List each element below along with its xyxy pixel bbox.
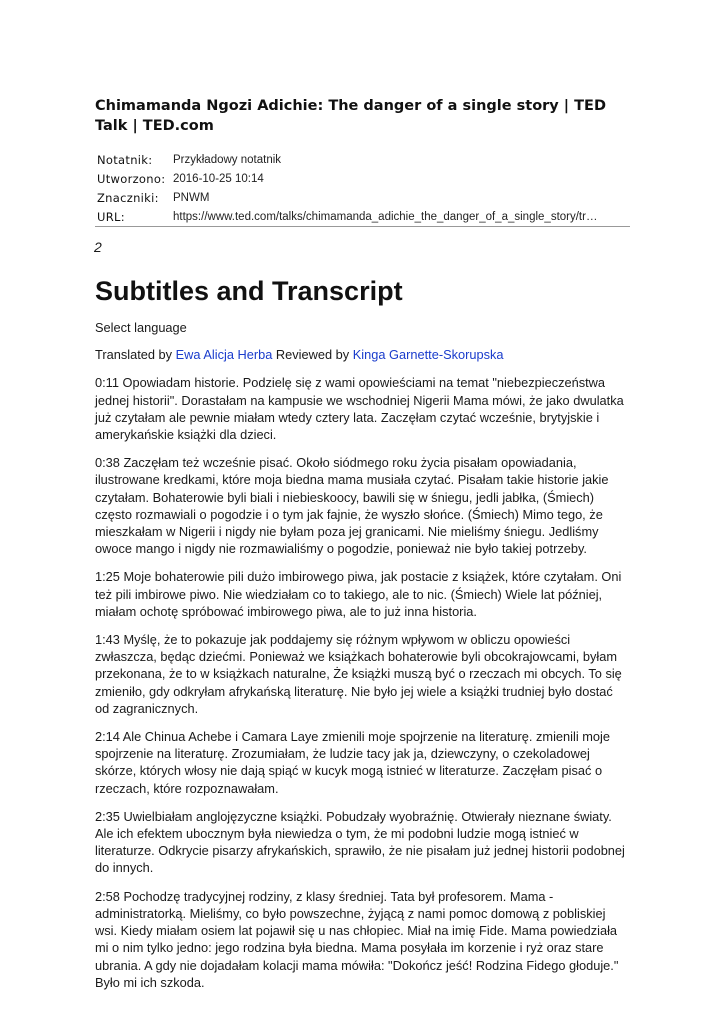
select-language-link[interactable]: Select language <box>95 320 187 335</box>
reviewed-by-label: Reviewed by <box>275 347 350 363</box>
transcript-heading: Subtitles and Transcript <box>95 276 403 306</box>
tags-label: Znaczniki: <box>97 190 159 205</box>
notebook-value: Przykładowy notatnik <box>173 153 282 166</box>
meta-row-notebook <box>95 150 630 169</box>
meta-row-tags <box>95 188 630 207</box>
url-value[interactable]: https://www.ted.com/talks/chimamanda_adichie_the_danger_of_a_single_story/tr… <box>173 210 598 223</box>
page-number: 2 <box>94 239 102 255</box>
document-title: Chimamanda Ngozi Adichie: The danger of a single story | TED Talk | TED.com <box>95 98 606 134</box>
reviewer-link[interactable]: Kinga Garnette-Skorupska <box>352 347 504 363</box>
transcript-paragraph: 2:35 Uwielbiałam anglojęzyczne książki. Pobudzały wyobraźnię. Otwierały nieznane światy. Ale ich efektem ubocznym była niewiedza o tym, że mi podobni ludzie mogą istnieć w literaturze. Odkrycie pisarzy afrykańskich, sprawiło, że nie pisałam już jednej historii podobnej do innych. <box>95 808 625 876</box>
transcript-paragraph: 0:38 Zaczęłam też wcześnie pisać. Około siódmego roku życia pisałam opowiadania, ilustrowane kredkami, które moja biedna mama musiała czytać. Pisałam takie historie jakie czytałam. Bohaterowie byli biali i niebieskoocy, bawili się w śniegu, jedli jabłka, (Śmiech) często rozmawiali o pogodzie i o tym jak fajnie, że wyszło słońce. (Śmiech) Mimo tego, że mieszkałam w Nigerii i nigdy nie byłam poza jej granicami. Nie mieliśmy śniegu. Jedliśmy owoce mango i nigdy nie rozmawialiśmy o pogodzie, ponieważ nie było takiej potrzeby. <box>95 455 609 557</box>
created-label: Utworzono: <box>97 171 166 186</box>
url-label: URL: <box>95 207 173 227</box>
meta-row-created <box>95 169 630 188</box>
note-metadata-table <box>95 150 630 227</box>
transcript-paragraph: 0:11 Opowiadam historie. Podzielę się z wami opowieściami na temat "niebezpieczeństwa jednej historii". Dorastałam na kampusie we wschodniej Nigerii Mama mówi, że jako dwulatka już czytałam ale pewnie miałam wtedy cztery lata. Zaczęłam czytać wcześnie, brytyjskie i amerykańskie książki dla dzieci. <box>95 375 624 443</box>
transcript-paragraph: 2:14 Ale Chinua Achebe i Camara Laye zmienili moje spojrzenie na literaturę. zmienili moje spojrzenie na literaturę. Zrozumiałam, że ludzie tacy jak ja, dziewczyny, o czekoladowej skórze, których włosy nie dają spiąć w kucyk mogą istnieć w literaturze. Zaczęłam pisać o rzeczach, które rozpoznawałam. <box>95 729 610 796</box>
transcript-paragraph: 1:43 Myślę, że to pokazuje jak poddajemy się różnym wpływom w obliczu opowieści zwłaszcza, będąc dziećmi. Ponieważ we książkach bohaterowie byli obcokrajowcami, byłam przekonana, że to w książkach naturalne, Że książki muszą być o rzeczach mi obcych. To się zmieniło, gdy odkryłam afrykańską literaturę. Nie było jej wiele a książki trudniej było dostać od zagranicznych. <box>95 632 622 716</box>
meta-row-url <box>95 207 630 227</box>
document-page <box>95 96 630 991</box>
notebook-label: Notatnik: <box>97 152 153 167</box>
tags-value: PNWM <box>173 191 210 204</box>
translation-credits <box>95 346 630 363</box>
translated-by-label: Translated by <box>95 347 173 363</box>
created-value: 2016-10-25 10:14 <box>173 172 264 185</box>
transcript-paragraph: 2:58 Pochodzę tradycyjnej rodziny, z klasy średniej. Tata był profesorem. Mama - administratorką. Mieliśmy, co było powszechne, żyjącą z nami pomoc domową z pobliskiej wsi. Kiedy miałam osiem lat pojawił się u nas chłopiec. Miał na imię Fide. Mama powiedziała mi o nim tylko jedno: jego rodzina była biedna. Mama posyłała im korzenie i ryż oraz stare ubrania. A gdy nie dojadałam kolacji mama mówiła: "Dokończ jeść! Rodzina Fidego głoduje." Było mi ich szkoda. <box>95 888 619 990</box>
translator-link[interactable]: Ewa Alicja Herba <box>175 347 273 363</box>
transcript-paragraph: 1:25 Moje bohaterowie pili dużo imbirowego piwa, jak postacie z książek, które czytałam. Oni też pili imbirowe piwo. Nie wiedziałam co to takiego, ale to nic. (Śmiech) Wiele lat później, miałam ochotę spróbować imbirowego piwa, ale to już inna historia. <box>95 569 622 619</box>
